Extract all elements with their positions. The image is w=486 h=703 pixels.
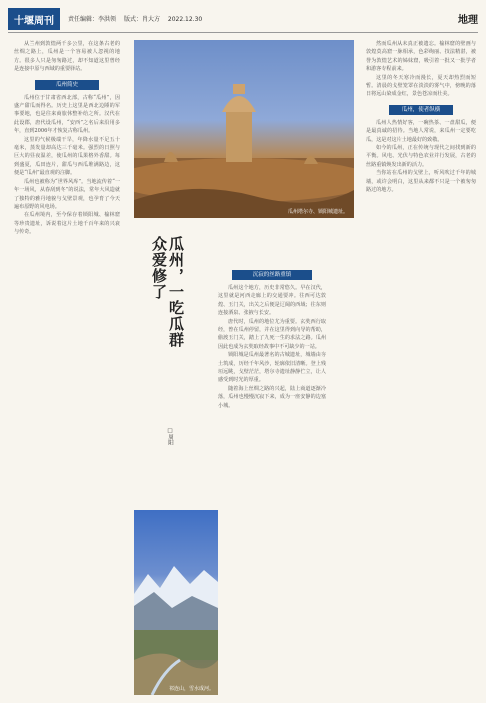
subheading-left: 瓜州简史 <box>35 80 99 90</box>
mountain-river-photo <box>134 510 218 695</box>
section-label: 地理 <box>458 15 478 26</box>
paragraph: 锁阳城是瓜州最著名的古城遗址，城墙由夯土筑成，历经千年风沙，轮廓依旧清晰。登上残垣远眺，戈壁茫茫，塔尔寺遗址静静伫立，让人感受到时光的厚重。 <box>218 352 326 384</box>
paragraph: 从兰州到敦煌两千多公里，在这条古老的丝绸之路上，瓜州是一个容易被人忽视的地方。很多人只是匆匆路过，却不知道这里曾经是连接中原与西域的重要驿站。 <box>14 41 120 73</box>
article-column-right <box>366 40 476 695</box>
page-header <box>8 8 478 30</box>
paragraph: 随着海上丝绸之路的兴起，陆上商道逐渐冷落，瓜州也慢慢沉寂下来，成为一座安静的边塞小城。 <box>218 385 326 409</box>
paragraph: 瓜州人热情好客，一碗热茶、一盘甜瓜，便是最真诚的招待。当地人常说，来瓜州一定要吃瓜，这是对这片土地最好的致敬。 <box>366 119 476 143</box>
paragraph: 这里的气候极端干旱，年降水量不足五十毫米，蒸发量却高达三千毫米。强烈的日照与巨大的昼夜温差，使瓜州的瓜果格外香甜。每到盛夏，瓜田连片，甜瓜与西瓜堆满路边，这便是“瓜州”最直观的注脚。 <box>14 136 120 177</box>
article-byline: □周阳 <box>167 428 173 445</box>
publication-logo: 十堰周刊 <box>8 8 60 30</box>
paragraph: 然而瓜州从未真正被遗忘。榆林窟的壁画与敦煌莫高窟一脉相承，色彩绚丽、技法精湛，被誉为敦煌艺术的姊妹窟，吸引着一批又一批学者和游客专程前来。 <box>366 41 476 73</box>
header-divider <box>8 32 478 33</box>
article-title: 瓜州，一吃瓜群众爱修了 <box>150 236 185 348</box>
article-column-left <box>14 40 120 695</box>
subheading-middle: 沉寂的丝路重镇 <box>232 270 312 280</box>
editor-credit: 责任编辑：李洪领 <box>68 16 117 23</box>
paragraph: 瓜州也被称为“世界风库”。当地流传着“一年一场风，从春刮到冬”的说法，常年大风造就了独特的雅丹地貌与戈壁景观，也孕育了今天遍布原野的风电场。 <box>14 178 120 210</box>
paragraph: 当你站在瓜州的戈壁上，听风吹过千年的城墙，或许会明白，这里从来都不只是一个被匆匆路过的地方。 <box>366 170 476 194</box>
subheading-right: 瓜州，使者纵横 <box>389 105 453 115</box>
article-column-middle <box>218 264 326 694</box>
header-meta <box>68 14 208 23</box>
design-credit: 版式：肖大方 <box>123 16 160 23</box>
top-photo-caption: 瓜州塔尔寺、锁阳城遗址。 <box>287 209 348 215</box>
issue-date: 2022.12.30 <box>167 16 203 23</box>
paragraph: 瓜州这个地方，历史非常悠久。早在汉代，这里就是河西走廊上的交通要冲。往西可达敦煌、玉门关，出关之后便是辽阔的西域；往东则连接酒泉、张掖与长安。 <box>218 285 326 317</box>
paragraph: 如今的瓜州，正在传统与现代之间找到新的平衡。风电、光伏与特色农业并行发展，古老的丝路重镇焕发出新的活力。 <box>366 145 476 168</box>
tower-ruins-photo <box>134 40 354 218</box>
paragraph: 唐代时，瓜州的地位尤为重要。玄奘西行取经，曾在瓜州停留，并在这里得到向导的帮助，偷渡玉门关，踏上了九死一生的求法之路。瓜州因此也成为玄奘取经故事中不可缺少的一站。 <box>218 318 326 350</box>
paragraph: 在瓜州境内，至今保存着锁阳城、榆林窟等珍贵遗址，诉说着这片土地千百年来的兴衰与传奇。 <box>14 212 120 236</box>
paragraph: 瓜州位于甘肃省西北部，古称“瓜州”，因盛产甜瓜而得名。历史上这里是西北边陲的军事要地，也是往来商旅休整补给之所。汉代在此设郡，唐代设瓜州，“安西”之名后来沿用多年，直到2006年才恢复古称瓜州。 <box>14 94 120 135</box>
bottom-photo-caption: 祁连山，雪水成河。 <box>168 686 214 692</box>
paragraph: 这里的冬天寒冷而漫长，夏天却热烈而短暂。清晨的戈壁笼罩在淡淡的雾气中，傍晚的落日将远山染成金红，景色苍凉而壮美。 <box>366 74 476 98</box>
